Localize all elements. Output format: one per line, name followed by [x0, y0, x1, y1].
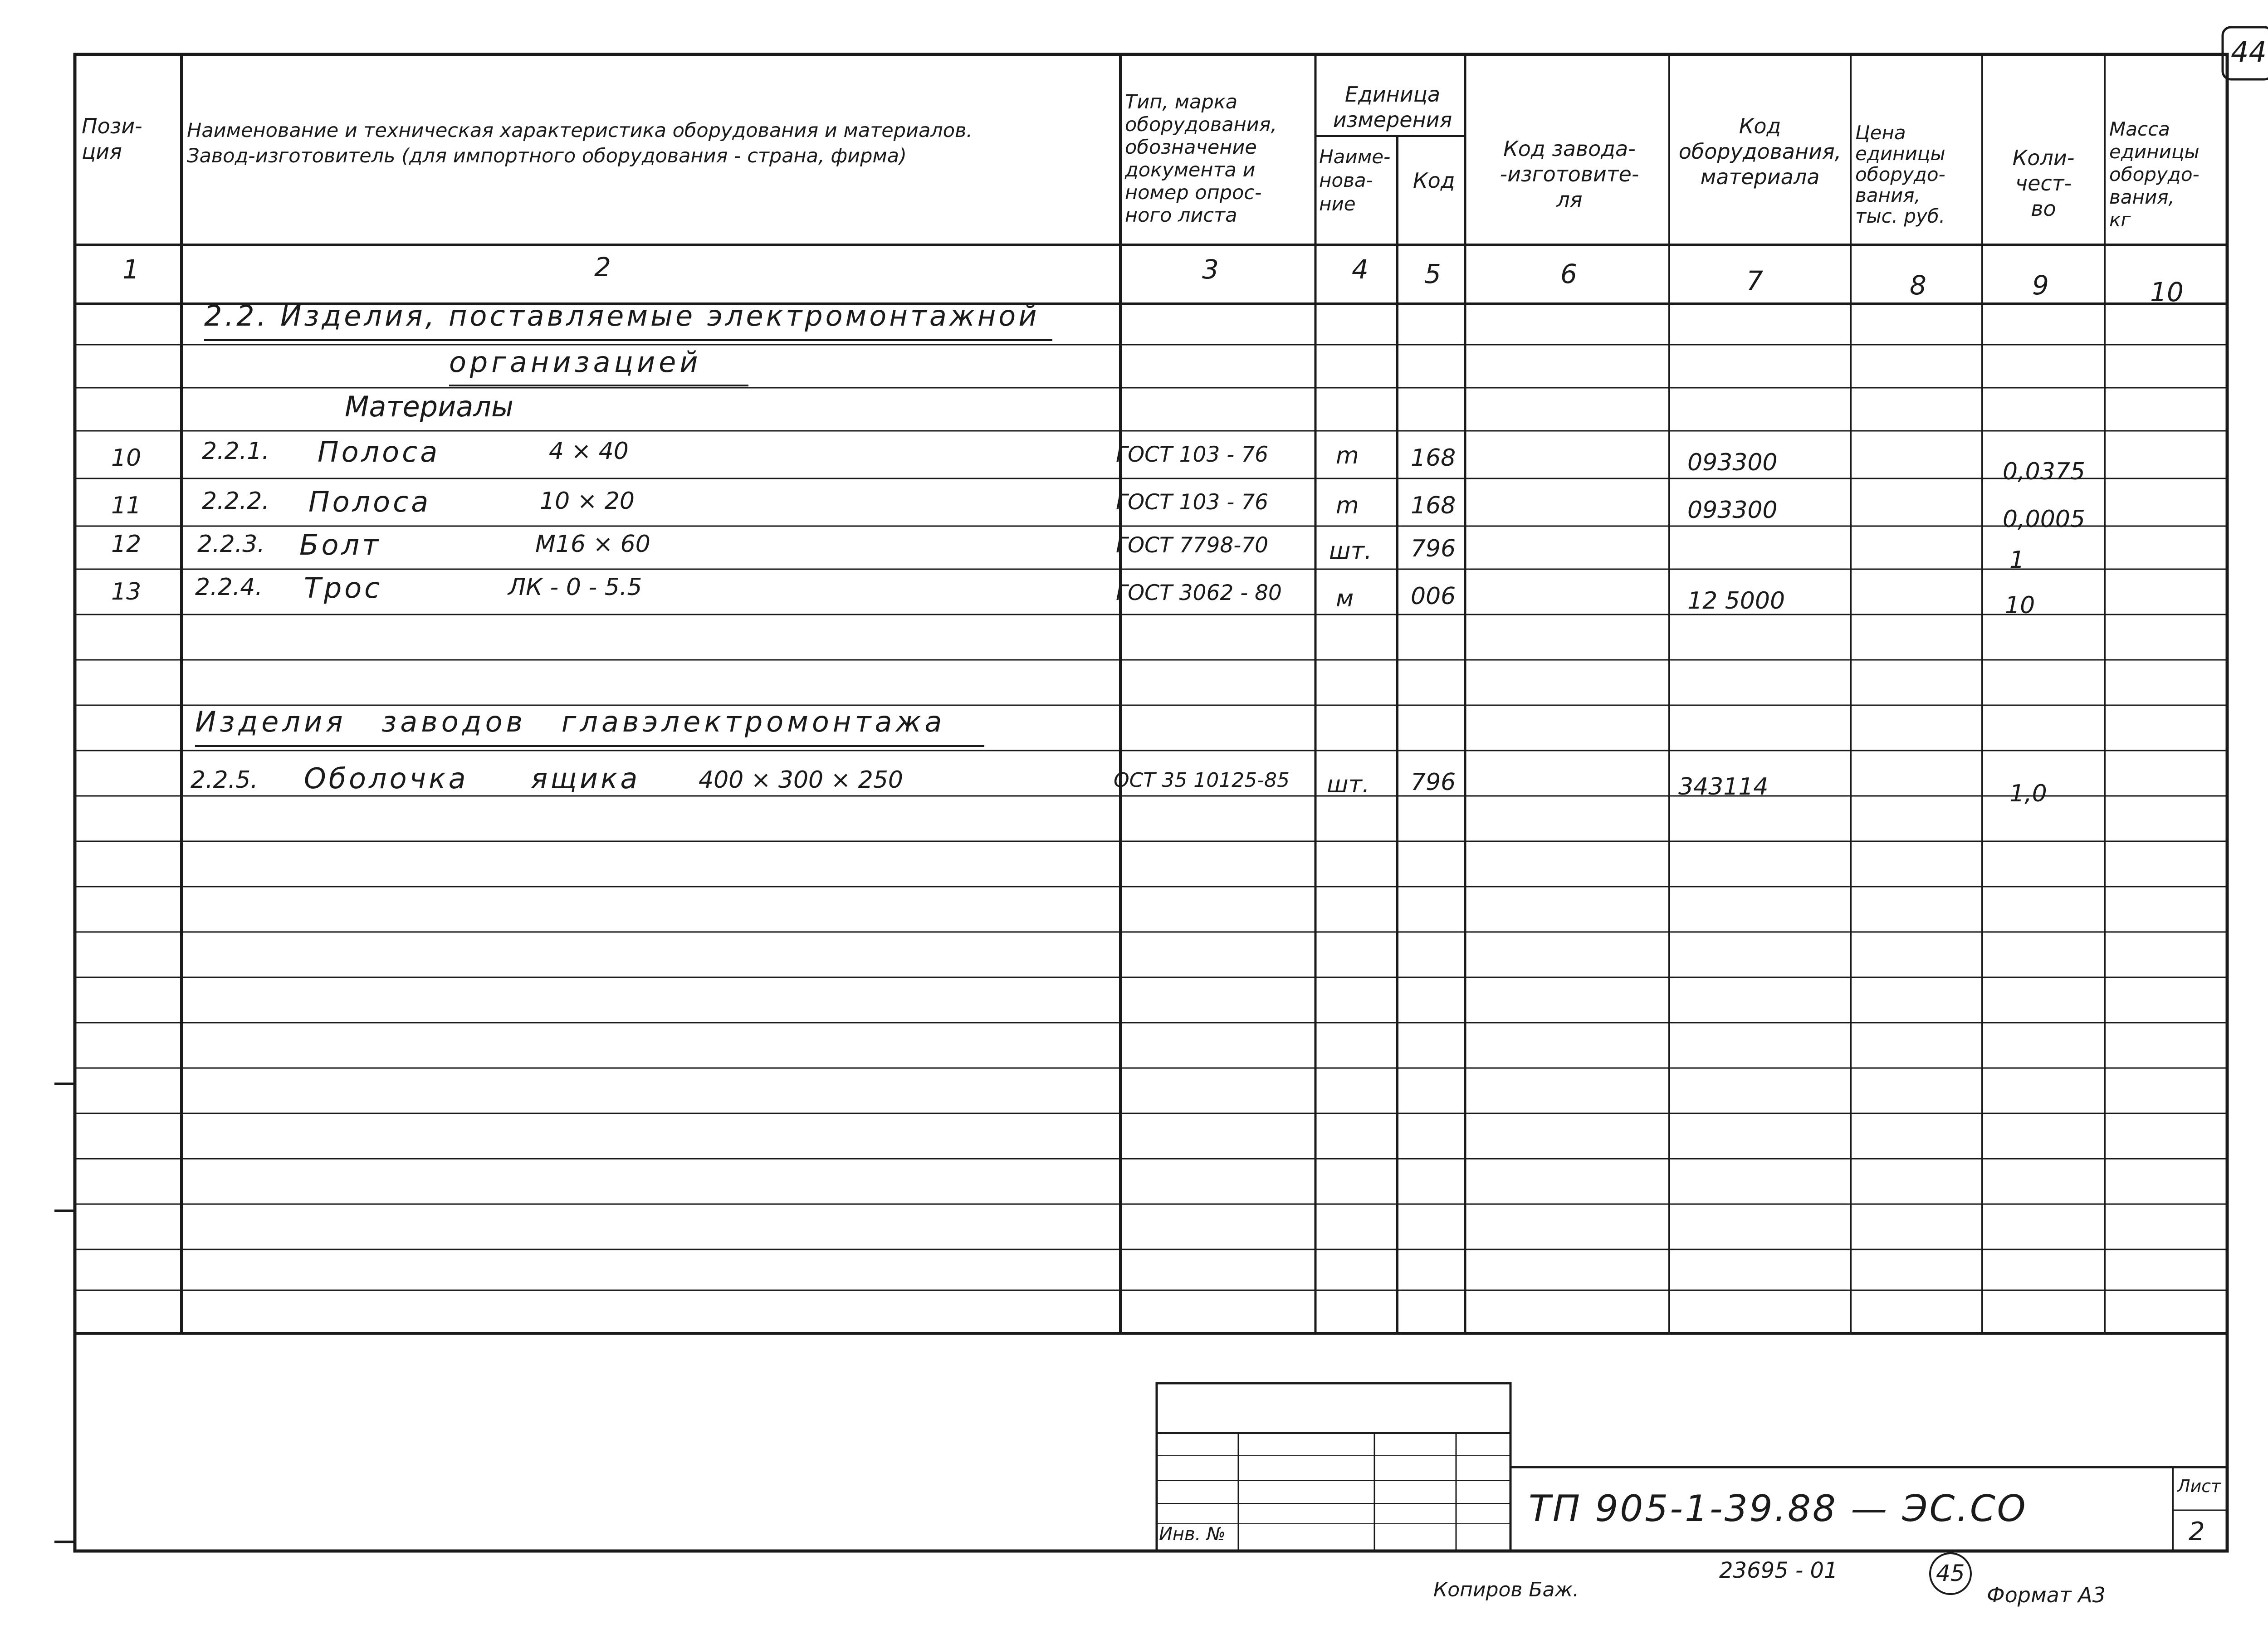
row-shell-name2: ящика — [531, 762, 640, 795]
row-13-num: 2.2.4. — [195, 574, 263, 601]
row-10-qty: 0,0375 — [2003, 458, 2085, 485]
col-number-2: 2 — [594, 252, 611, 283]
row-shell-qty: 1,0 — [2009, 780, 2047, 807]
row-11-material-code: 093300 — [1687, 497, 1778, 524]
row-11-qty: 0,0005 — [2003, 506, 2085, 533]
subsection-factories: Изделия заводов главэлектромонтажа — [195, 705, 946, 738]
row-11-unit: m — [1336, 492, 1359, 519]
sheet-label: Лист — [2177, 1476, 2221, 1496]
header-unit-name: Наиме- нова- ние — [1319, 146, 1391, 215]
row-12-pos: 12 — [111, 531, 142, 558]
header-mass: Масса единицы оборудо- вания, кг — [2109, 118, 2200, 231]
row-13-doc: ГОСТ 3062 - 80 — [1116, 580, 1282, 605]
row-shell-material-code: 343114 — [1678, 773, 1769, 800]
header-price: Цена единицы оборудо- вания, тыс. руб. — [1855, 122, 1945, 227]
header-name: Наименование и техническая характеристика оборудования и материалов. Завод-изготовитель (для импортного оборудования - страна, фирма) — [187, 119, 973, 167]
row-shell-unit: шт. — [1327, 771, 1370, 798]
col-number-6: 6 — [1560, 259, 1577, 289]
row-shell-num: 2.2.5. — [191, 766, 258, 794]
circle-number: 45 — [1936, 1560, 1965, 1586]
row-11-pos: 11 — [111, 492, 142, 519]
row-13-material-code: 12 5000 — [1687, 587, 1785, 615]
copied-by: Копиров Баж. — [1433, 1578, 1579, 1601]
row-11-doc: ГОСТ 103 - 76 — [1116, 490, 1268, 515]
row-12-unit: шт. — [1329, 537, 1372, 565]
row-10-pos: 10 — [111, 444, 142, 472]
row-11-name: Полоса — [308, 485, 431, 518]
row-shell-unit-code: 796 — [1411, 769, 1456, 796]
row-11-unit-code: 168 — [1411, 492, 1456, 519]
row-shell-doc: ОСТ 35 10125-85 — [1114, 769, 1290, 792]
col-number-9: 9 — [2032, 270, 2049, 301]
row-13-unit-code: 006 — [1411, 583, 1456, 610]
format-label: Формат А3 — [1987, 1583, 2106, 1607]
row-13-name: Трос — [304, 571, 383, 605]
section-title-line2: организацией — [449, 346, 702, 379]
col-number-7: 7 — [1746, 265, 1763, 296]
row-12-num: 2.2.3. — [197, 531, 265, 558]
row-11-spec: 10 × 20 — [540, 488, 635, 515]
header-quantity: Коли- чест- во — [2012, 146, 2075, 221]
row-12-spec: M16 × 60 — [535, 531, 650, 558]
col-number-10: 10 — [2150, 277, 2184, 307]
col-number-5: 5 — [1424, 259, 1441, 289]
header-position: Пози- ция — [82, 114, 142, 164]
row-12-doc: ГОСТ 7798-70 — [1116, 533, 1269, 558]
row-13-unit: м — [1336, 585, 1354, 612]
row-10-doc: ГОСТ 103 - 76 — [1116, 442, 1268, 467]
col-number-8: 8 — [1910, 270, 1926, 301]
row-12-qty: 1 — [2009, 546, 2025, 574]
row-12-name: Болт — [299, 528, 381, 561]
col-number-1: 1 — [122, 254, 139, 285]
section-title-line1: 2.2. Изделия, поставляемые электромонтажной — [204, 299, 1040, 332]
row-13-spec: ЛК - 0 - 5.5 — [508, 574, 642, 601]
page-number-top: 44 — [2231, 35, 2267, 68]
col-number-3: 3 — [1202, 254, 1219, 285]
header-type: Тип, марка оборудования, обозначение документа и номер опрос- ного листа — [1125, 91, 1277, 227]
row-10-unit: m — [1336, 442, 1359, 469]
row-10-material-code: 093300 — [1687, 449, 1778, 476]
row-10-spec: 4 × 40 — [549, 438, 629, 465]
row-10-unit-code: 168 — [1411, 444, 1456, 472]
sheet-number: 2 — [2189, 1517, 2205, 1546]
document-number: ТП 905-1-39.88 — ЭС.СО — [1529, 1488, 2028, 1530]
inventory-label: Инв. № — [1159, 1524, 1226, 1545]
row-13-pos: 13 — [111, 578, 142, 605]
header-factory-code: Код завода- -изготовите- ля — [1500, 137, 1639, 212]
row-12-unit-code: 796 — [1411, 535, 1456, 562]
row-10-name: Полоса — [318, 435, 440, 468]
col-number-4: 4 — [1352, 254, 1369, 285]
row-11-num: 2.2.2. — [202, 488, 269, 515]
header-unit-code: Код — [1413, 168, 1455, 193]
row-13-qty: 10 — [2005, 592, 2035, 619]
row-shell-name: Оболочка — [304, 762, 469, 795]
row-10-num: 2.2.1. — [202, 438, 269, 465]
subsection-materials: Материалы — [345, 390, 513, 423]
header-material-code: Код оборудования, материала — [1678, 114, 1842, 189]
order-number: 23695 - 01 — [1719, 1558, 1838, 1583]
header-unit-group: Единица измерения — [1333, 82, 1452, 132]
row-shell-spec: 400 × 300 × 250 — [699, 766, 904, 794]
